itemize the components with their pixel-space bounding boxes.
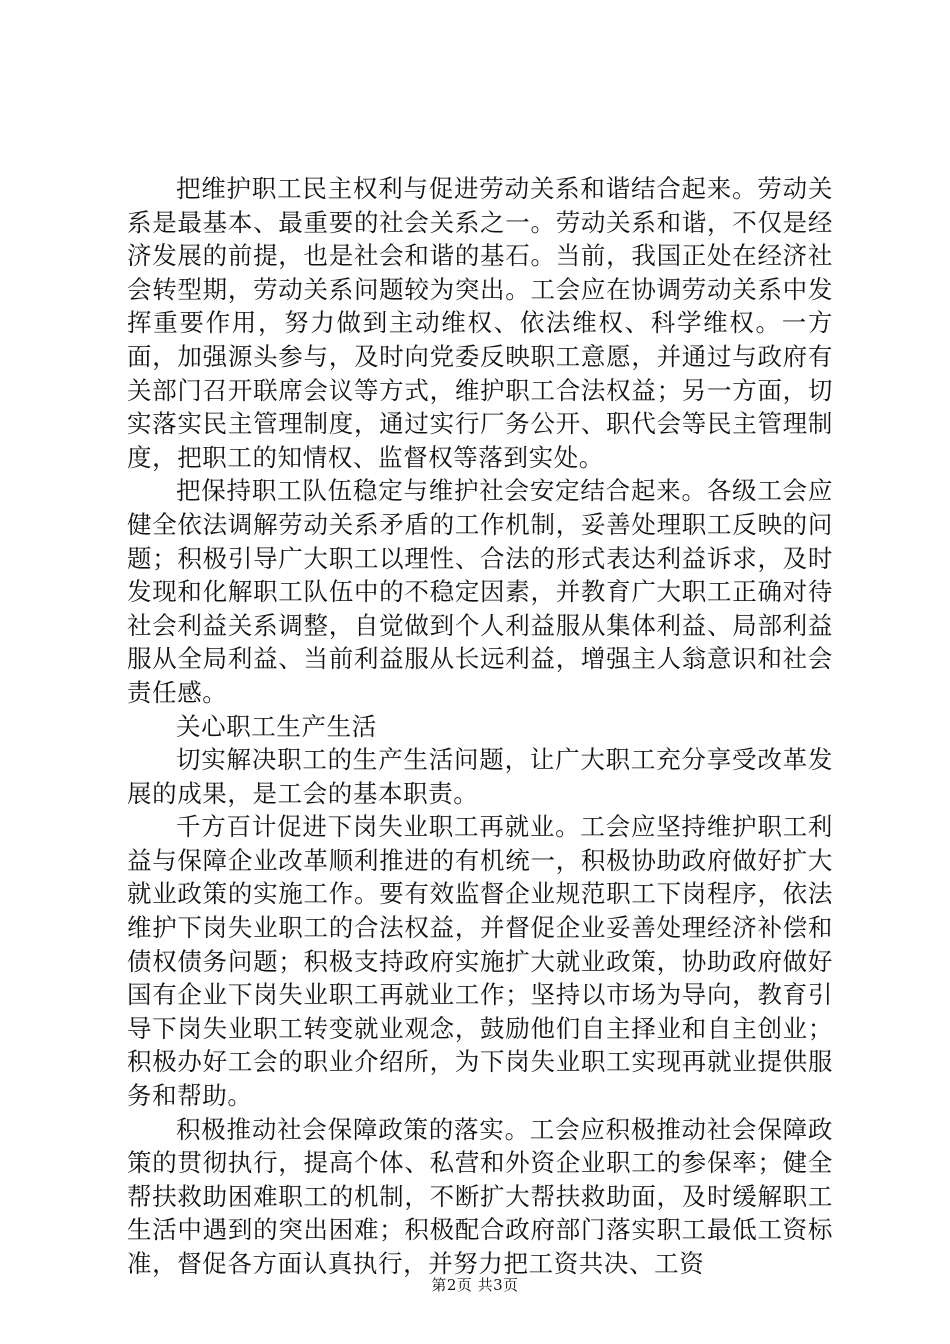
paragraph-section-intro: 切实解决职工的生产生活问题，让广大职工充分享受改革发展的成果，是工会的基本职责。 bbox=[127, 745, 833, 808]
document-body bbox=[127, 172, 833, 1281]
paragraph-workforce-stability: 把保持职工队伍稳定与维护社会安定结合起来。各级工会应健全依法调解劳动关系矛盾的工作机制，妥善处理职工反映的问题；积极引导广大职工以理性、合法的形式表达利益诉求，及时发现和化解职工队伍中的不稳定因素，并教育广大职工正确对待社会利益关系调整，自觉做到个人利益服从集体利益、局部利益服从全局利益、当前利益服从长远利益，增强主人翁意识和社会责任感。 bbox=[127, 476, 833, 707]
section-heading: 关心职工生产生活 bbox=[176, 711, 377, 741]
paragraph-social-security: 积极推动社会保障政策的落实。工会应积极推动社会保障政策的贯彻执行，提高个体、私营和外资企业职工的参保率；健全帮扶救助困难职工的机制，不断扩大帮扶救助面，及时缓解职工生活中遇到的突出困难；积极配合政府部门落实职工最低工资标准，督促各方面认真执行，并努力把工资共决、工资 bbox=[127, 1114, 833, 1278]
paragraph-democratic-rights: 把维护职工民主权利与促进劳动关系和谐结合起来。劳动关系是最基本、最重要的社会关系之一。劳动关系和谐，不仅是经济发展的前提，也是社会和谐的基石。当前，我国正处在经济社会转型期，劳动关系问题较为突出。工会应在协调劳动关系中发挥重要作用，努力做到主动维权、依法维权、科学维权。一方面，加强源头参与，及时向党委反映职工意愿，并通过与政府有关部门召开联席会议等方式，维护职工合法权益；另一方面，切实落实民主管理制度，通过实行厂务公开、职代会等民主管理制度，把职工的知情权、监督权等落到实处。 bbox=[127, 174, 833, 472]
paragraph-reemployment: 千方百计促进下岗失业职工再就业。工会应坚持维护职工利益与保障企业改革顺利推进的有机统一，积极协助政府做好扩大就业政策的实施工作。要有效监督企业规范职工下岗程序，依法维护下岗失业职工的合法权益，并督促企业妥善处理经济补偿和债权债务问题；积极支持政府实施扩大就业政策，协助政府做好国有企业下岗失业职工再就业工作；坚持以市场为导向，教育引导下岗失业职工转变就业观念，鼓励他们自主择业和自主创业；积极办好工会的职业介绍所，为下岗失业职工实现再就业提供服务和帮助。 bbox=[127, 812, 833, 1111]
page-number-footer: 第2页 共3页 bbox=[431, 1276, 519, 1294]
